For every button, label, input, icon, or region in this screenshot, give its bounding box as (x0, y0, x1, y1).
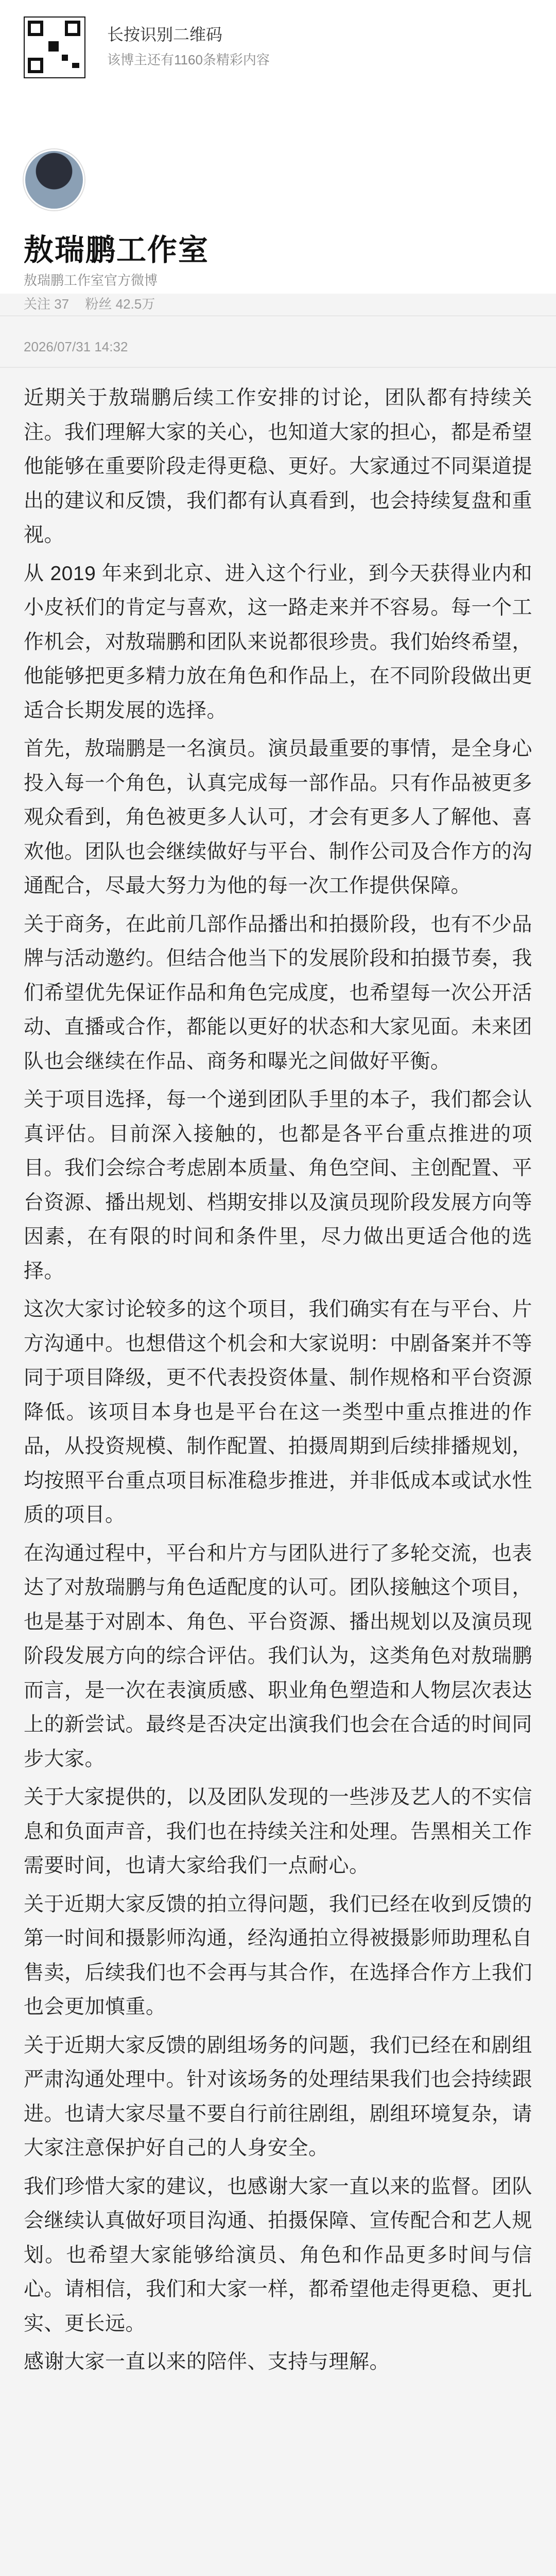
paragraph: 首先，敖瑞鹏是一名演员。演员最重要的事情，是全身心投入每一个角色，认真完成每一部作品。只有作品被更多观众看到，角色被更多人认可，才会有更多人了解他、喜欢他。团队也会继续做好与平台、制作公司及合作方的沟通配合，尽最大努力为他的每一次工作提供保障。 (24, 738, 532, 897)
avatar[interactable] (24, 149, 84, 210)
paragraph: 这次大家讨论较多的这个项目，我们确实有在与平台、片方沟通中。也想借这个机会和大家说明：中剧备案并不等同于项目降级，更不代表投资体量、制作规格和平台资源降低。该项目本身也是平台在这一类型中重点推进的作品，从投资规模、制作配置、拍摄周期到后续排播规划，均按照平台重点项目标准稳步推进，并非低成本或试水性质的项目。 (24, 1298, 532, 1526)
paragraph: 关于近期大家反馈的拍立得问题，我们已经在收到反馈的第一时间和摄影师沟通，经沟通拍立得被摄影师助理私自售卖，后续我们也不会再与其合作，在选择合作方上我们也会更加慎重。 (24, 1893, 532, 2018)
profile-name[interactable]: 敖瑞鹏工作室 (24, 233, 210, 267)
banner-title: 长按识别二维码 (107, 25, 223, 44)
profile-bio: 敖瑞鹏工作室官方微博 (24, 273, 158, 288)
qr-code[interactable] (24, 16, 85, 78)
paragraph: 从 2019 年来到北京、进入这个行业，到今天获得业内和小皮袄们的肯定与喜欢，这一路走来并不容易。每一个工作机会，对敖瑞鹏和团队来说都很珍贵。我们始终希望，他能够把更多精力放在角色和作品上，在不同阶段做出更适合长期发展的选择。 (24, 562, 532, 722)
banner-subtitle: 该博主还有1160条精彩内容 (107, 52, 270, 67)
post-timestamp: 2026/07/31 14:32 (24, 339, 128, 354)
follow-count[interactable]: 关注 37 (24, 296, 70, 312)
divider (0, 315, 556, 316)
profile-card (0, 93, 556, 312)
paragraph: 关于大家提供的，以及团队发现的一些涉及艺人的不实信息和负面声音，我们也在持续关注和处理。告黑相关工作需要时间，也请大家给我们一点耐心。 (24, 1786, 532, 1877)
paragraph: 在沟通过程中，平台和片方与团队进行了多轮交流，也表达了对敖瑞鹏与角色适配度的认可。团队接触这个项目，也是基于对剧本、角色、平台资源、播出规划以及演员现阶段发展方向的综合评估。我们认为，这类角色对敖瑞鹏而言，是一次在表演质感、职业角色塑造和人物层次表达上的新尝试。最终是否决定出演我们也会在合适的时间同步大家。 (24, 1542, 532, 1770)
paragraph: 感谢大家一直以来的陪伴、支持与理解。 (24, 2351, 390, 2373)
profile-stats (24, 294, 167, 313)
fans-count[interactable]: 粉丝 42.5万 (85, 296, 155, 312)
paragraph: 关于近期大家反馈的剧组场务的问题，我们已经在和剧组严肃沟通处理中。针对该场务的处理结果我们也会持续跟进。也请大家尽量不要自行前往剧组，剧组环境复杂，请大家注意保护好自己的人身安全。 (24, 2034, 532, 2159)
post-body (24, 381, 532, 2384)
divider (0, 367, 556, 368)
paragraph: 关于项目选择，每一个递到团队手里的本子，我们都会认真评估。目前深入接触的，也都是各平台重点推进的项目。我们会综合考虑剧本质量、角色空间、主创配置、平台资源、播出规划、档期安排以及演员现阶段发展方向等因素，在有限的时间和条件里，尽力做出更适合他的选择。 (24, 1089, 532, 1282)
paragraph: 我们珍惜大家的建议，也感谢大家一直以来的监督。团队会继续认真做好项目沟通、拍摄保障、宣传配合和艺人规划。也希望大家能够给演员、角色和作品更多时间与信心。请相信，我们和大家一样，都希望他走得更稳、更扎实、更长远。 (24, 2175, 532, 2335)
paragraph: 关于商务，在此前几部作品播出和拍摄阶段，也有不少品牌与活动邀约。但结合他当下的发展阶段和拍摄节奏，我们希望优先保证作品和角色完成度，也希望每一次公开活动、直播或合作，都能以更好的状态和大家见面。未来团队也会继续在作品、商务和曝光之间做好平衡。 (24, 913, 532, 1073)
top-banner (0, 0, 556, 93)
paragraph: 近期关于敖瑞鹏后续工作安排的讨论，团队都有持续关注。我们理解大家的关心，也知道大家的担心，都是希望他能够在重要阶段走得更稳、更好。大家通过不同渠道提出的建议和反馈，我们都有认真看到，也会持续复盘和重视。 (24, 387, 532, 546)
